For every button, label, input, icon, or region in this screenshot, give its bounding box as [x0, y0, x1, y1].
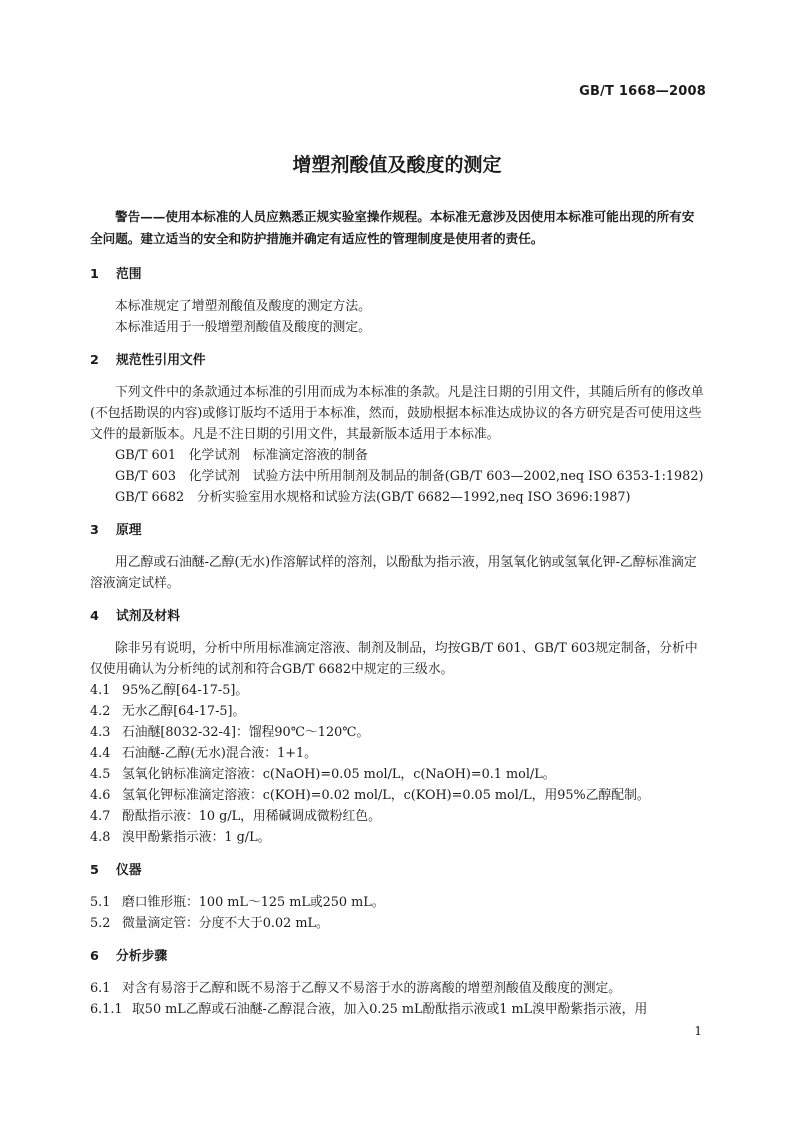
- item-text: 氢氧化钾标准滴定溶液：c(KOH)=0.02 mol/L，c(KOH)=0.05 mol/L，用95%乙醇配制。: [122, 788, 650, 803]
- item-text: 氢氧化钠标准滴定溶液：c(NaOH)=0.05 mol/L，c(NaOH)=0.1 mol/L。: [122, 767, 556, 782]
- list-item: [90, 785, 706, 806]
- item-text: 石油醚-乙醇(无水)混合液：1+1。: [122, 746, 317, 761]
- section-heading-normative-references: [90, 350, 706, 371]
- section-title: 范围: [116, 267, 142, 282]
- item-number: 4.4: [90, 746, 111, 761]
- section-title: 规范性引用文件: [116, 353, 206, 368]
- item-number: 4.6: [90, 788, 111, 803]
- reference-item: GB/T 6682 分析实验室用水规格和试验方法(GB/T 6682—1992,neq ISO 3696:1987): [115, 490, 631, 505]
- section-number: 3: [90, 523, 99, 538]
- section-number: 4: [90, 609, 99, 624]
- section-title: 试剂及材料: [116, 609, 180, 624]
- list-item: [90, 913, 706, 934]
- section-title: 仪器: [116, 863, 142, 878]
- item-number: 5.1: [90, 895, 111, 910]
- section-number: 1: [90, 267, 99, 282]
- item-number: 4.1: [90, 683, 111, 698]
- list-item: [90, 978, 706, 999]
- list-item: [90, 999, 706, 1020]
- list-item: [90, 701, 706, 722]
- item-text: 磨口锥形瓶：100 mL～125 mL或250 mL。: [122, 895, 385, 910]
- paragraph: 用乙醇或石油醚-乙醇(无水)作溶解试样的溶剂，以酚酞为指示液，用氢氧化钠或氢氧化钾-乙醇标准滴定溶液滴定试样。: [90, 555, 697, 591]
- page-title: 增塑剂酸值及酸度的测定: [292, 154, 502, 176]
- item-number: 6.1.1: [90, 1002, 123, 1017]
- item-text: 对含有易溶于乙醇和既不易溶于乙醇又不易溶于水的游离酸的增塑剂酸值及酸度的测定。: [122, 981, 622, 996]
- paragraph: 下列文件中的条款通过本标准的引用而成为本标准的条款。凡是注日期的引用文件，其随后所有的修改单(不包括勘误的内容)或修订版均不适用于本标准，然而，鼓励根据本标准达成协议的各方研究是否可使用这些文件的最新版本。凡是不注日期的引用文件，其最新版本适用于本标准。: [90, 385, 704, 442]
- document-body: [90, 206, 706, 1020]
- reference-item: GB/T 601 化学试剂 标准滴定溶液的制备: [115, 448, 368, 463]
- item-number: 6.1: [90, 981, 111, 996]
- list-item: [90, 806, 706, 827]
- section-number: 6: [90, 949, 99, 964]
- item-text: 取50 mL乙醇或石油醚-乙醇混合液，加入0.25 mL酚酞指示液或1 mL溴甲酚紫指示液，用: [132, 1002, 648, 1017]
- item-text: 微量滴定管：分度不大于0.02 mL。: [122, 916, 329, 931]
- section-heading-reagents: [90, 606, 706, 627]
- list-item: [90, 892, 706, 913]
- standard-code: GB/T 1668—2008: [579, 84, 706, 99]
- list-item: [90, 764, 706, 785]
- list-item: [90, 827, 706, 848]
- reference-item: GB/T 603 化学试剂 试验方法中所用制剂及制品的制备(GB/T 603—2002,neq ISO 6353-1:1982): [115, 469, 704, 484]
- item-number: 5.2: [90, 916, 111, 931]
- paragraph: 本标准适用于一般增塑剂酸值及酸度的测定。: [115, 320, 371, 335]
- section-heading-procedure: [90, 946, 706, 967]
- item-text: 酚酞指示液：10 g/L，用稀碱调成微粉红色。: [122, 809, 381, 824]
- section-heading-scope: [90, 264, 706, 285]
- item-number: 4.8: [90, 830, 111, 845]
- section-heading-apparatus: [90, 860, 706, 881]
- item-text: 无水乙醇[64-17-5]。: [122, 704, 246, 719]
- list-item: [90, 722, 706, 743]
- paragraph: 本标准规定了增塑剂酸值及酸度的测定方法。: [115, 299, 371, 314]
- item-number: 4.7: [90, 809, 111, 824]
- section-number: 2: [90, 353, 99, 368]
- list-item: [90, 680, 706, 701]
- item-number: 4.5: [90, 767, 111, 782]
- page-number: 1: [694, 1024, 702, 1038]
- item-text: 溴甲酚紫指示液：1 g/L。: [122, 830, 271, 845]
- section-number: 5: [90, 863, 99, 878]
- item-text: 95%乙醇[64-17-5]。: [122, 683, 249, 698]
- item-text: 石油醚[8032-32-4]：馏程90℃～120℃。: [122, 725, 370, 740]
- warning-text: 警告——使用本标准的人员应熟悉正规实验室操作规程。本标准无意涉及因使用本标准可能出现的所有安全问题。建立适当的安全和防护措施并确定有适应性的管理制度是使用者的责任。: [90, 209, 695, 246]
- item-number: 4.3: [90, 725, 111, 740]
- section-title: 原理: [116, 523, 142, 538]
- section-heading-principle: [90, 520, 706, 541]
- section-title: 分析步骤: [116, 949, 168, 964]
- paragraph: 除非另有说明，分析中所用标准滴定溶液、制剂及制品，均按GB/T 601、GB/T 603规定制备，分析中仅使用确认为分析纯的试剂和符合GB/T 6682中规定的三级水。: [90, 641, 698, 677]
- item-number: 4.2: [90, 704, 111, 719]
- list-item: [90, 743, 706, 764]
